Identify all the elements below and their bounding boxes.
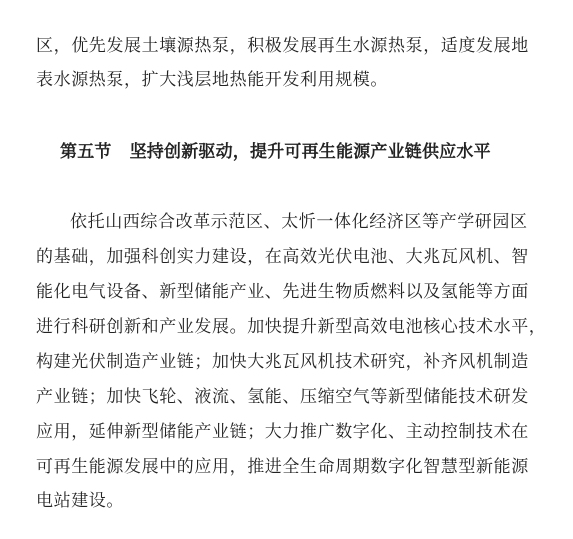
paragraph-1-line-2: 表水源热泵，扩大浅层地热能开发利用规模。 [36,70,388,90]
paragraph-2-line-9: 电站建设。 [36,491,124,511]
paragraph-2-line-4: 进行科研创新和产业发展。加快提升新型高效电池核心技术水平， [36,317,547,337]
paragraph-2-line-2: 的基础，加强科创实力建设，在高效光伏电池、大兆瓦风机、智 [36,247,529,267]
paragraph-2-line-5: 构建光伏制造产业链；加快大兆瓦风机技术研究，补齐风机制造 [36,352,529,372]
section-title: 坚持创新驱动，提升可再生能源产业链供应水平 [129,142,491,162]
paragraph-2-line-6: 产业链；加快飞轮、液流、氢能、压缩空气等新型储能技术研发 [36,387,529,407]
section-heading [60,142,491,162]
paragraph-2-line-3: 能化电气设备、新型储能产业、先进生物质燃料以及氢能等方面 [36,282,529,302]
paragraph-1-line-1: 区，优先发展土壤源热泵，积极发展再生水源热泵，适度发展地 [36,36,529,56]
paragraph-2-line-7: 应用，延伸新型储能产业链；大力推广数字化、主动控制技术在 [36,422,529,442]
paragraph-2-line-1: 依托山西综合改革示范区、太忻一体化经济区等产学研园区 [70,212,528,232]
paragraph-2-line-8: 可再生能源发展中的应用，推进全生命周期数字化智慧型新能源 [36,457,529,477]
section-number: 第五节 [60,142,112,162]
